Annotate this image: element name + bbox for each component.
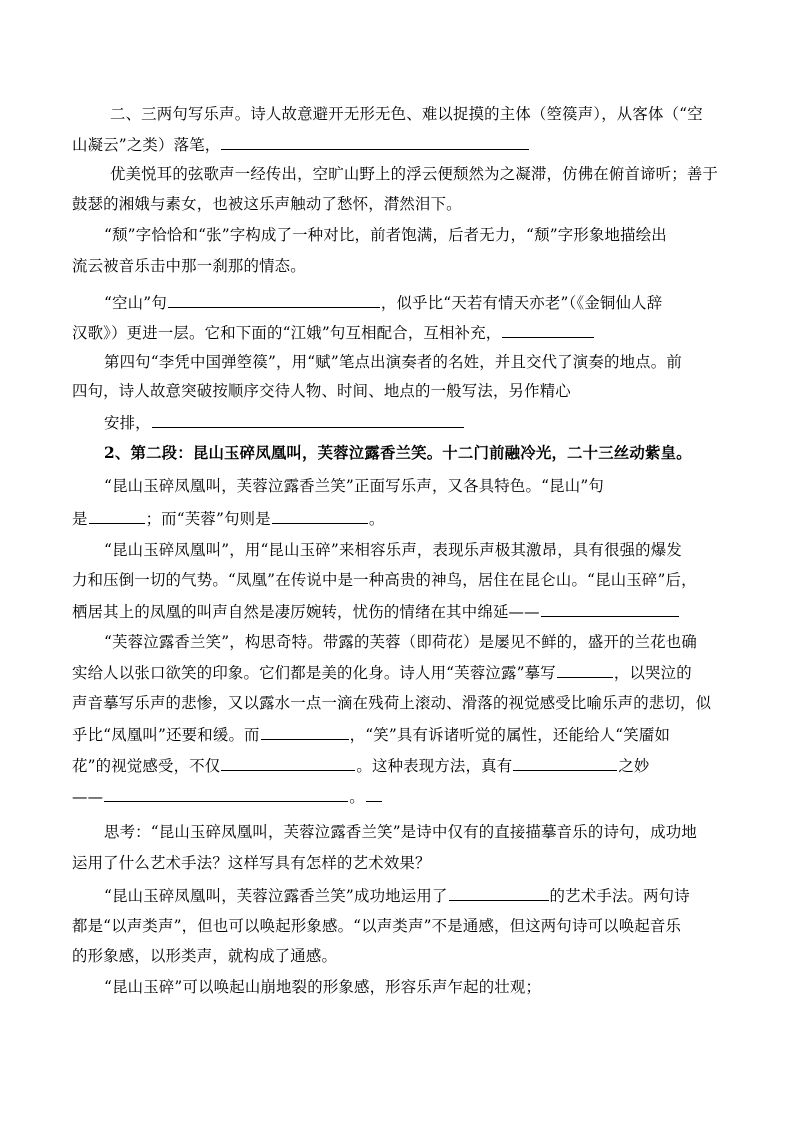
text: 汉歌》）更进一层。它和下面的“江娥”句互相配合，互相补充，	[72, 324, 502, 342]
paragraph-line-26	[104, 885, 690, 906]
text: ；而“芙蓉”句则是	[145, 510, 271, 528]
text: 二、三两句写乐声。诗人故意避开无形无色、难以捉摸的主体（箜篌声），从客体（“空	[110, 105, 703, 123]
text: 流云被音乐击中那一刹那的情态。	[72, 257, 306, 275]
text: 山凝云”之类）落笔，	[72, 136, 221, 154]
text: 第四句“李凭中国弹箜篌”，用“赋”笔点出演奏者的名姓，并且交代了演奏的地点。前	[104, 353, 682, 371]
paragraph-line-27	[72, 916, 681, 936]
answer-blank[interactable]	[168, 292, 380, 308]
text: “颓”字恰恰和“张”字构成了一种对比，前者饱满，后者无力，“颓”字形象地描绘出	[104, 226, 667, 244]
answer-blank[interactable]	[89, 508, 145, 524]
section-heading	[104, 443, 692, 463]
answer-blank[interactable]	[261, 724, 349, 740]
text: 实给人以张口欲笑的印象。它们都是美的化身。诗人用“芙蓉泣露”摹写	[72, 664, 556, 682]
answer-blank[interactable]	[502, 322, 594, 338]
paragraph-line-2	[72, 134, 530, 155]
answer-blank[interactable]	[272, 508, 368, 524]
text: “昆山玉碎”可以唤起山崩地裂的形象感，形容乐声乍起的壮观；	[104, 978, 542, 996]
text: “空山”句	[104, 294, 167, 312]
text: ——	[72, 788, 104, 806]
answer-blank[interactable]	[221, 134, 529, 150]
paragraph-line-20	[72, 693, 711, 713]
paragraph-line-24	[104, 822, 697, 842]
text: 乎比“凤凰叫”还要和缓。而	[72, 726, 260, 744]
answer-blank[interactable]	[449, 885, 549, 901]
text: 之妙	[618, 757, 650, 775]
answer-blank[interactable]	[152, 412, 464, 428]
text: 运用了什么艺术手法？这样写具有怎样的艺术效果？	[72, 854, 431, 872]
text: “芙蓉泣露香兰笑”，构思奇特。带露的芙蓉（即荷花）是屡见不鲜的，盛开的兰花也确	[104, 633, 697, 651]
text: 的形象感，以形类声，就构成了通感。	[72, 947, 338, 965]
text: 都是“以声类声”，但也可以唤起形象感。“以声类声”不是通感，但这两句诗可以唤起音乐	[72, 917, 682, 935]
paragraph-line-4	[72, 194, 462, 214]
text: “昆山玉碎凤凰叫，芙蓉泣露香兰笑”正面写乐声，又各具特色。“昆山”句	[104, 477, 604, 495]
paragraph-line-28	[72, 946, 337, 966]
text: 安排，	[104, 414, 151, 432]
text: 是	[72, 510, 88, 528]
text: 四句，诗人故意突破按顺序交待人物、时间、地点的一般写法，另作精心	[72, 382, 571, 400]
answer-blank[interactable]	[366, 786, 382, 802]
paragraph-line-9	[104, 352, 682, 372]
text: ，“笑”具有诉诸听觉的属性，还能给人“笑靥如	[349, 726, 671, 744]
text: 2、第二段：昆山玉碎凤凰叫，芙蓉泣露香兰笑。十二门前融冷光，二十三丝动紫皇。	[104, 444, 692, 462]
text: 思考：“昆山玉碎凤凰叫，芙蓉泣露香兰笑”是诗中仅有的直接描摹音乐的诗句，成功地	[104, 823, 697, 841]
paragraph-line-6	[72, 256, 306, 276]
text: 的艺术手法。两句诗	[549, 887, 690, 905]
paragraph-line-13	[104, 476, 604, 496]
answer-blank[interactable]	[541, 601, 679, 617]
paragraph-line-14	[72, 508, 384, 529]
text: ，以哭泣的	[613, 664, 692, 682]
paragraph-line-3	[110, 164, 718, 184]
text: 。	[368, 510, 385, 528]
text: 声音摹写乐声的悲惨，又以露水一点一滴在残荷上滚动、滑落的视觉感受比喻乐声的悲切，似	[72, 694, 712, 712]
paragraph-line-5	[104, 225, 667, 245]
paragraph-line-10	[72, 381, 571, 401]
paragraph-line-25	[72, 853, 431, 873]
answer-blank[interactable]	[513, 755, 617, 771]
paragraph-line-18	[104, 632, 697, 652]
text: 。	[349, 788, 365, 806]
paragraph-line-21	[72, 724, 670, 745]
paragraph-line-11	[104, 412, 465, 433]
paragraph-line-7	[104, 292, 662, 313]
answer-blank[interactable]	[221, 755, 355, 771]
paragraph-line-23	[72, 786, 383, 807]
text: 。这种表现方法，真有	[356, 757, 513, 775]
paragraph-line-19	[72, 662, 692, 683]
paragraph-line-22	[72, 755, 650, 776]
text: “昆山玉碎凤凰叫”，用“昆山玉碎”来相容乐声，表现乐声极其激昂，具有很强的爆发	[104, 541, 682, 559]
text: “昆山玉碎凤凰叫，芙蓉泣露香兰笑”成功地运用了	[104, 887, 448, 905]
text: 鼓瑟的湘娥与素女，也被这乐声触动了愁怀，潸然泪下。	[72, 195, 462, 213]
paragraph-line-8	[72, 322, 595, 343]
paragraph-line-29	[104, 977, 541, 997]
text: ，似乎比“天若有情天亦老”（《金铜仙人辞	[380, 294, 663, 312]
paragraph-line-17	[72, 601, 680, 622]
paragraph-line-16	[72, 570, 697, 590]
paragraph-line-15	[104, 540, 682, 560]
text: 优美悦耳的弦歌声一经传出，空旷山野上的浮云便颓然为之凝滞，仿佛在俯首谛听；善于	[110, 165, 719, 183]
answer-blank[interactable]	[557, 662, 613, 678]
text: 力和压倒一切的气势。“凤凰”在传说中是一种高贵的神鸟，居住在昆仑山。“昆山玉碎”后，	[72, 571, 697, 589]
answer-blank[interactable]	[104, 786, 348, 802]
text: 花”的视觉感受，不仅	[72, 757, 221, 775]
paragraph-line-1	[110, 104, 703, 124]
text: 栖居其上的凤凰的叫声自然是凄厉婉转，忧伤的情绪在其中绵延——	[72, 603, 540, 621]
